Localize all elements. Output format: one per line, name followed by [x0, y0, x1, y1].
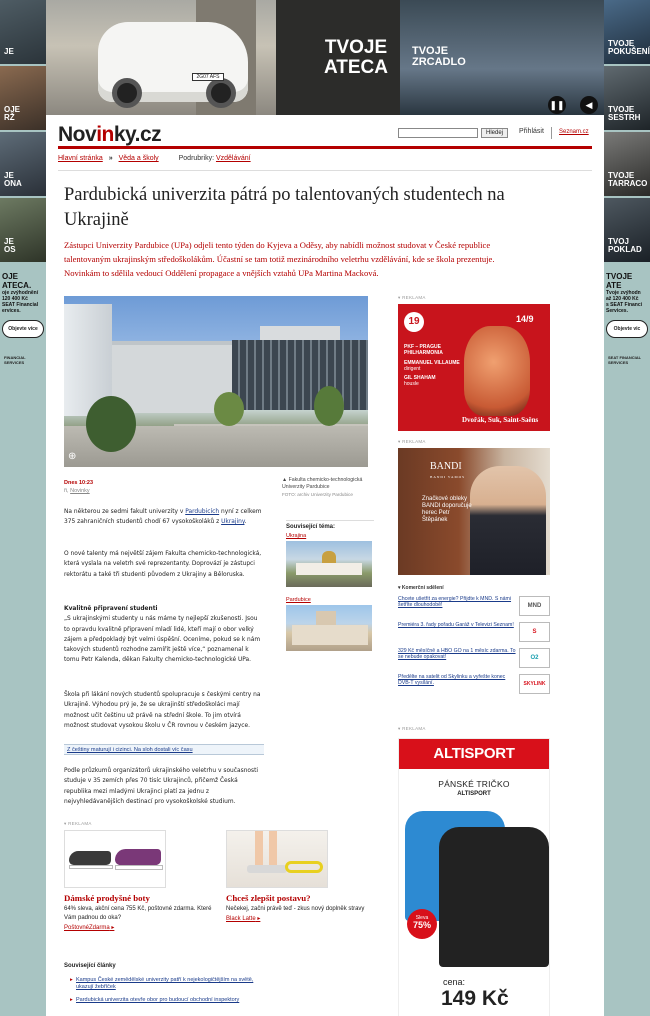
- breadcrumb-home[interactable]: Hlavní stránka: [58, 155, 103, 162]
- skylink-logo[interactable]: SKYLINK: [519, 674, 550, 694]
- product-title[interactable]: Dámské prodyšné boty: [64, 893, 150, 903]
- related-article-link[interactable]: ▸ Pardubická univerzita otevře obor pro budoucí obchodní inspektory: [64, 997, 264, 1004]
- article-photo[interactable]: [64, 296, 368, 467]
- price-value: 149 Kč: [441, 987, 509, 1010]
- ad-bandi[interactable]: [398, 448, 550, 575]
- product-image-shoes[interactable]: [64, 830, 166, 888]
- skin-tile-text: TVOJE TARRACO: [608, 171, 648, 188]
- commercial-link[interactable]: 329 Kč měsíčně a HBO GO na 1 měsíc zdarma. To se nebude opakovat!: [398, 648, 516, 661]
- ad-czech-philharmonic[interactable]: [398, 304, 550, 431]
- article-paragraph: O nové talenty má největší zájem Fakulta chemicko-technologická, která vyslala na veletrh své reprezentanty. Doprovází je zástupci rektorátu a také tři studenti původem z Ukrajiny a Běloruska.: [64, 551, 262, 578]
- ad-label: ▾ REKLAMA: [398, 726, 426, 731]
- objevte-vice-button[interactable]: Objevte více: [2, 320, 44, 338]
- photo-caption: [282, 477, 377, 499]
- skin-ad-top[interactable]: [46, 0, 604, 115]
- ad-headline: PÁNSKÉ TRIČKO: [438, 779, 510, 789]
- portrait-image: [464, 326, 530, 416]
- topic-link-pardubice[interactable]: Pardubice: [286, 597, 311, 603]
- seat-financial-logo: FINANCIAL SERVICES: [4, 355, 26, 365]
- seznam-link[interactable]: Seznam.cz: [559, 129, 589, 135]
- related-infobox[interactable]: [64, 744, 264, 755]
- price-label: cena:: [443, 977, 466, 987]
- ad-label: ▾ REKLAMA: [64, 821, 92, 826]
- breadcrumb-separator: »: [108, 155, 113, 162]
- product-title[interactable]: Chceš zlepšit postavu?: [226, 893, 311, 903]
- o2-logo[interactable]: O2: [519, 648, 550, 668]
- ad-product[interactable]: [226, 830, 376, 922]
- divider: [551, 127, 552, 139]
- altisport-logo: ALTISPORT: [457, 791, 491, 797]
- commercial-link[interactable]: Chcete ušetřit za energie? Přijdte k MND. S námi šetříte dlouhodobě!: [398, 596, 512, 609]
- ad-product[interactable]: [64, 830, 214, 931]
- skin-promo-title: OJE ATECA.: [2, 272, 32, 290]
- skin-promo-title: TVOJE ATE: [606, 272, 633, 290]
- article-subheading: Kvalitně připravení studenti: [64, 606, 158, 612]
- ad-headline-zrcadlo: TVOJE ZRCADLO: [412, 45, 466, 68]
- article-source: ři, Novinky: [64, 488, 90, 494]
- related-article-link[interactable]: ▸ Kampus České zemědělské univerzity patří k nejekologičtějším na světě, ukazují žebříček: [64, 977, 264, 991]
- tshirt-black: [439, 827, 549, 967]
- product-desc: Nečekej, začni právě teď - zkus nový doplněk stravy: [226, 906, 365, 912]
- pause-icon[interactable]: ❚❚: [548, 96, 566, 114]
- portrait-image: [470, 466, 546, 575]
- article-title: Pardubická univerzita pátrá po talentovaných studentech na Ukrajině: [64, 185, 505, 230]
- skin-tile-text: TVOJ POKLAD: [608, 237, 642, 254]
- subcategory-label: Podrubriky:: [178, 155, 215, 162]
- skin-promo-text: oje zvýhodnění 120 400 Kč SEAT Financial ervices.: [2, 290, 39, 314]
- infobox-link[interactable]: Z češtiny maturují i cizinci. Na sloh dostali víc času: [67, 747, 193, 753]
- ad-date: 14/9: [516, 314, 534, 324]
- skin-tile-text: TVOJE POKUŠENÍ: [608, 39, 650, 56]
- skin-promo: [604, 272, 650, 314]
- search-button[interactable]: Hledej: [481, 128, 508, 138]
- product-desc: 64% sleva, akční cena 755 Kč, poštovné zdarma. Které Vám padnou do oka?: [64, 906, 212, 921]
- photo-credit: FOTO: archiv Univerzity Pardubice: [282, 492, 353, 497]
- article-date: Dnes 10:23: [64, 480, 94, 486]
- ad-badge: 19: [404, 312, 424, 332]
- commercial-item[interactable]: [398, 596, 550, 622]
- related-topics-heading: Související téma:: [286, 520, 374, 530]
- pardubice-link[interactable]: Pardubicích: [185, 509, 220, 515]
- subcategory-link[interactable]: Vzdělávání: [215, 155, 251, 162]
- skin-tile-text: JE: [4, 47, 14, 56]
- ad-headline-ateca: TVOJE ATECA: [323, 37, 389, 78]
- site-header: [58, 123, 592, 149]
- breadcrumb-section[interactable]: Věda a školy: [118, 155, 159, 162]
- right-column: [398, 295, 558, 1016]
- product-image-scale[interactable]: [226, 830, 328, 888]
- volume-icon[interactable]: ◀: [580, 96, 598, 114]
- product-link[interactable]: Black Latte ▸: [226, 916, 261, 922]
- ad-text: Značkové obleky BANDI doporučuje herec Petr Štěpánek: [422, 496, 472, 523]
- skin-tile-text: JE ONA: [4, 171, 22, 188]
- mnd-logo[interactable]: MND: [519, 596, 550, 616]
- article-paragraph: Škola při lákání nových studentů spolupracuje s českými centry na Ukrajině. Výhodou prý je, že se ukrajinští středoškoláci mají možnost učit češtinu už právě na střední škole. To jim otvírá možnost studovat vysokou školu v ČR rovnou v českém jazyce.: [64, 692, 261, 729]
- ad-altisport[interactable]: [398, 738, 550, 1016]
- skin-tile-text: OJE RŽ: [4, 105, 21, 122]
- commercial-item[interactable]: [398, 648, 550, 674]
- source-link[interactable]: Novinky: [70, 488, 90, 494]
- article-meta: [64, 479, 93, 495]
- related-articles: [64, 963, 264, 1010]
- skin-tile-text: TVOJE SESTRH: [608, 105, 641, 122]
- bandi-logo: BANDI BANDI VAMOS: [430, 461, 466, 479]
- commercial-item[interactable]: [398, 674, 550, 700]
- discount-badge: Sleva 75%: [407, 909, 437, 939]
- article-perex: Zástupci Univerzity Pardubice (UPa) odjeli tento týden do Kyjeva a Oděsy, aby nabídli možnost studovat v České republice talentovaným ukrajinským středoškolákům. Účastní se tam totiž mezinárodního veletrhu vzdělávání, kde se škola prezentuje. Novinkám to sdělila vedoucí Oddělení propagace a vnějších vztahů UPa Martina Macková.: [64, 240, 495, 278]
- breadcrumb: [58, 155, 592, 162]
- ad-lines: PKF – PRAGUE PHILHARMONIA EMMANUEL VILLAUME dirigent GIL SHAHAM housle: [404, 344, 460, 387]
- seznam-tv-logo[interactable]: S: [519, 622, 550, 642]
- altisport-brand: ALTISPORT: [399, 739, 549, 769]
- commercial-link[interactable]: Premiéra 3. řady pořadu Garáž v Televizi Seznam!: [398, 622, 514, 628]
- divider: [58, 170, 592, 171]
- commercial-link[interactable]: Předělte na satelit od Skylinku a vyřešte konec DVB-T vysílání.: [398, 674, 506, 687]
- skin-ad-left[interactable]: [0, 0, 46, 730]
- objevte-vice-button[interactable]: Objevte vic: [606, 320, 648, 338]
- commercial-heading: ▾ Komerční sdělení: [398, 585, 444, 591]
- skin-promo: [0, 272, 46, 314]
- novinky-logo[interactable]: Novinky.cz: [58, 123, 162, 146]
- skin-tile-text: JE OS: [4, 237, 16, 254]
- topic-thumbnail-ukrajina[interactable]: [286, 541, 372, 587]
- topic-link-ukrajina[interactable]: Ukrajina: [286, 533, 307, 539]
- ukrajina-link[interactable]: Ukrajiny: [221, 519, 245, 526]
- article-paragraph: Na některou ze sedmi fakult univerzity v Pardubicích nyní z celkem 375 zahraničních studentů chodí 67 vysokoškoláků z Ukrajiny.: [64, 509, 262, 526]
- related-articles-heading: Související články: [64, 963, 116, 969]
- topic-thumbnail-pardubice[interactable]: [286, 605, 372, 651]
- commercial-item[interactable]: [398, 622, 550, 648]
- product-link[interactable]: PoštovnéZdarma ▸: [64, 925, 115, 931]
- zoom-icon[interactable]: ⊕: [68, 451, 77, 462]
- article-paragraph: Podle průzkumů organizátorů ukrajinského veletrhu v současnosti studuje v 35 zemích přes 70 tisíc Ukrajinců, přičemž Česká republika mezi mladými Ukrajinci platí za jednu z nejvyhledávanějších destinací pro vysokoškolské studium.: [64, 768, 259, 805]
- seat-financial-logo: SEAT FINANCIAL SERVICES: [608, 355, 641, 365]
- search-input[interactable]: [398, 128, 478, 138]
- related-topics: [286, 520, 374, 661]
- commercial-messages: [398, 585, 550, 700]
- skin-ad-right[interactable]: [604, 0, 650, 730]
- skin-promo-text: Tvoje zvýhodn až 120 400 Kč s SEAT Financi Services.: [606, 290, 643, 314]
- license-plate: 2G07 AFS: [192, 73, 224, 81]
- ad-footer: Dvořák, Suk, Saint-Saëns: [462, 416, 539, 424]
- article-paragraph: Kvalitně připravení studenti „S ukrajinskými studenty u nás máme ty nejlepší zkušenosti. Jsou to opravdu kvalitně připravení mladí lidé, kteří mají o obor velký zájem a předpokladý být velmi úspěšní. Oceníme, pokud se k nám takových studentů rozhodne zamířit ještě více,“ poznamenal k tomu Petr Kalenda, děkan Fakulty chemicko-technologické UPa.: [64, 604, 264, 666]
- login-link[interactable]: Přihlásit: [519, 128, 544, 135]
- page-content: [46, 115, 604, 1016]
- ad-label: ▾ REKLAMA: [398, 295, 426, 300]
- ad-label: ▾ REKLAMA: [398, 439, 426, 444]
- caption-text: ▲ Fakulta chemicko-technologická Univerzity Pardubice: [282, 477, 363, 490]
